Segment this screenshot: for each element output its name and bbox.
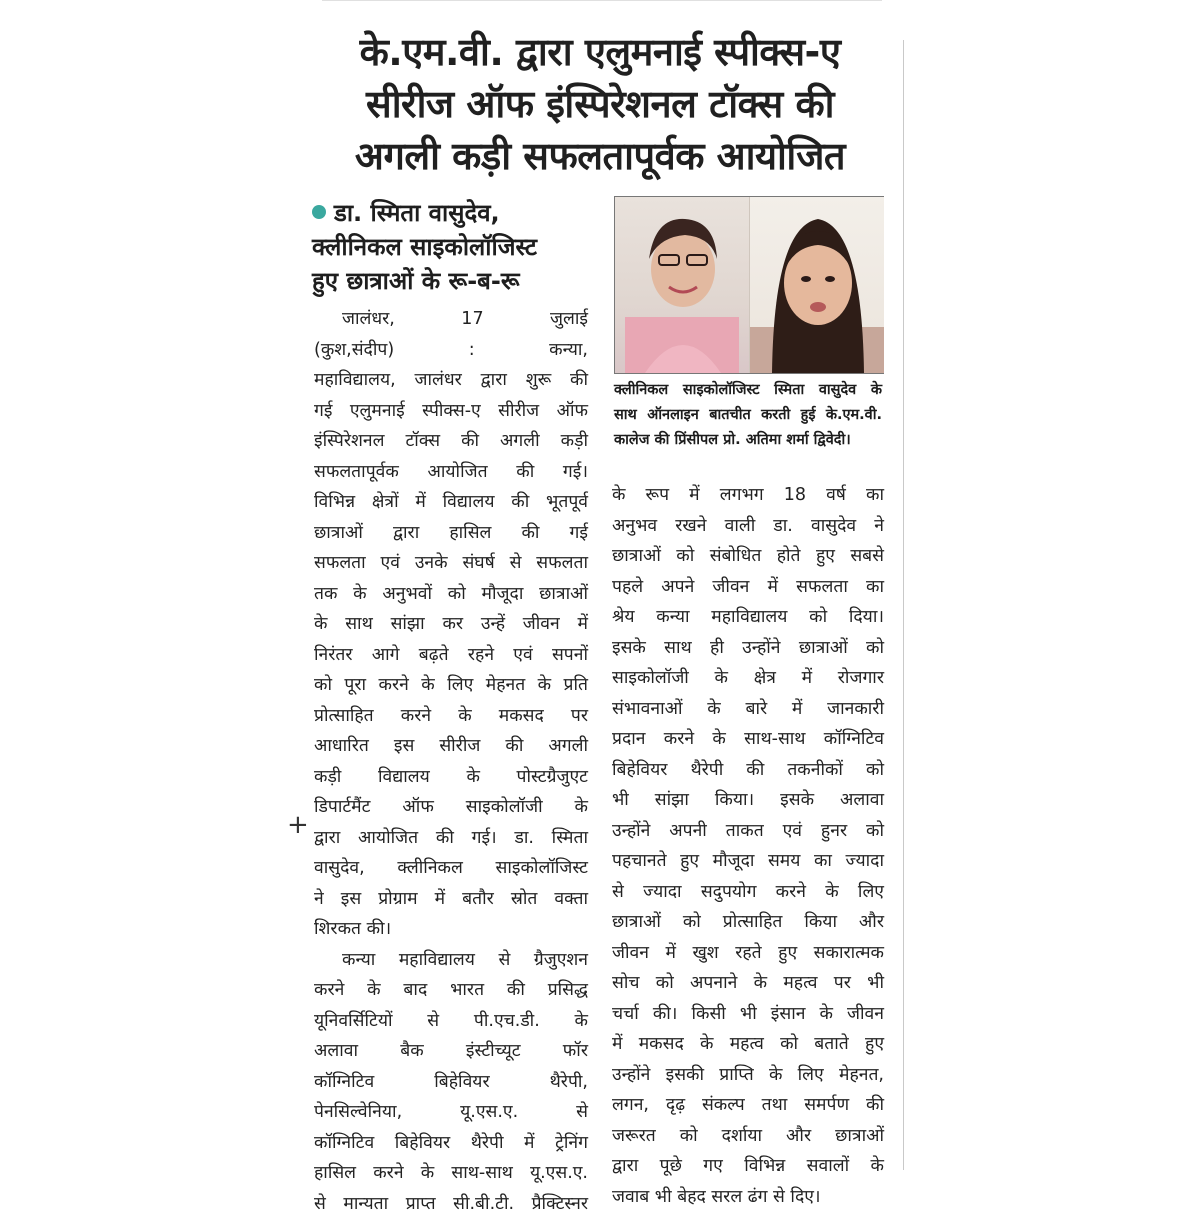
text-line: के रूप में लगभग 18 वर्ष का <box>612 480 884 511</box>
text-line: अलावा बैक इंस्टीच्यूट फॉर <box>314 1036 588 1067</box>
text-line: लगन, दृढ़ संकल्प तथा समर्पण की <box>612 1090 884 1121</box>
text-line: संभावनाओं के बारे में जानकारी <box>612 694 884 725</box>
left-column <box>314 304 588 1219</box>
text-line: कड़ी विद्यालय के पोस्टग्रैजुएट <box>314 762 588 793</box>
subheadline-line: क्लीनिकल साइकोलॉजिस्ट <box>312 230 602 264</box>
text-line: इंस्पिरेशनल टॉक्स की अगली कड़ी <box>314 426 588 457</box>
text-line: चर्चा की। किसी भी इंसान के जीवन <box>612 999 884 1030</box>
caption-line: क्लीनिकल साइकोलॉजिस्ट स्मिता वासुदेव के <box>614 378 882 403</box>
text-line: जवाब भी बेहद सरल ढंग से दिए। <box>612 1182 884 1213</box>
headline <box>300 26 900 182</box>
text-line: कॉग्निटिव बिहेवियर थैरेपी में ट्रेनिंग <box>314 1128 588 1159</box>
text-line: साइकोलॉजी के क्षेत्र में रोजगार <box>612 663 884 694</box>
text-line: छात्राओं को प्रोत्साहित किया और <box>612 907 884 938</box>
headline-line: सीरीज ऑफ इंस्पिरेशनल टॉक्स की <box>300 78 900 130</box>
headline-line: के.एम.वी. द्वारा एलुमनाई स्पीक्स-ए <box>300 26 900 78</box>
text-line: भी सांझा किया। इसके अलावा <box>612 785 884 816</box>
right-column <box>612 480 884 1212</box>
text-line: शिरकत की। <box>314 914 588 945</box>
text-line: करने के बाद भारत की प्रसिद्ध <box>314 975 588 1006</box>
text-line: जरूरत को दर्शाया और छात्राओं <box>612 1121 884 1152</box>
caption-line: साथ ऑनलाइन बातचीत करती हुई के.एम.वी. <box>614 403 882 428</box>
text-line: निरंतर आगे बढ़ते रहने एवं सपनों <box>314 640 588 671</box>
photo-principal <box>615 197 749 373</box>
text-line: (कुश,संदीप) : कन्या, <box>314 335 588 366</box>
margin-marker: + <box>287 812 309 838</box>
text-line: द्वारा पूछे गए विभिन्न सवालों के <box>612 1151 884 1182</box>
column-divider <box>903 40 904 1170</box>
text-line: सफलता एवं उनके संघर्ष से सफलता <box>314 548 588 579</box>
photo-psychologist <box>749 197 884 373</box>
subheadline-line: डा. स्मिता वासुदेव, <box>334 199 500 227</box>
text-line: प्रोत्साहित करने के मकसद पर <box>314 701 588 732</box>
photo-caption <box>614 378 882 453</box>
text-line: छात्राओं को संबोधित होते हुए सबसे <box>612 541 884 572</box>
text-line: विभिन्न क्षेत्रों में विद्यालय की भूतपूर्व <box>314 487 588 518</box>
text-line: ने इस प्रोग्राम में बतौर स्रोत वक्ता <box>314 884 588 915</box>
text-line: उन्होंने इसकी प्राप्ति के लिए मेहनत, <box>612 1060 884 1091</box>
text-line: बिहेवियर थैरेपी की तकनीकों को <box>612 755 884 786</box>
text-line: उन्होंने अपनी ताकत एवं हुनर को <box>612 816 884 847</box>
text-line: कन्या महाविद्यालय से ग्रैजुएशन <box>314 945 588 976</box>
text-line: पहचानते हुए मौजूदा समय का ज्यादा <box>612 846 884 877</box>
text-line: में मकसद के महत्व को बताते हुए <box>612 1029 884 1060</box>
text-line: द्वारा आयोजित की गई। डा. स्मिता <box>314 823 588 854</box>
top-border <box>322 0 882 1</box>
text-line: महाविद्यालय, जालंधर द्वारा शुरू की <box>314 365 588 396</box>
text-line: छात्राओं द्वारा हासिल की गई <box>314 518 588 549</box>
text-line: हासिल करने के साथ-साथ यू.एस.ए. <box>314 1158 588 1189</box>
text-line: आधारित इस सीरीज की अगली <box>314 731 588 762</box>
text-line: के साथ सांझा कर उन्हें जीवन में <box>314 609 588 640</box>
text-line: से मान्यता प्राप्त सी.बी.टी. प्रैक्टिस्नर <box>314 1189 588 1219</box>
article-photo <box>614 196 884 374</box>
text-line: यूनिवर्सिटियों से पी.एच.डी. के <box>314 1006 588 1037</box>
text-line: पहले अपने जीवन में सफलता का <box>612 572 884 603</box>
text-line: इसके साथ ही उन्होंने छात्राओं को <box>612 633 884 664</box>
text-line: प्रदान करने के साथ-साथ कॉग्निटिव <box>612 724 884 755</box>
text-line: वासुदेव, क्लीनिकल साइकोलॉजिस्ट <box>314 853 588 884</box>
caption-line: कालेज की प्रिंसीपल प्रो. अतिमा शर्मा द्विवेदी। <box>614 428 882 453</box>
text-line: जालंधर, 17 जुलाई <box>314 304 588 335</box>
text-line: अनुभव रखने वाली डा. वासुदेव ने <box>612 511 884 542</box>
text-line: गई एलुमनाई स्पीक्स-ए सीरीज ऑफ <box>314 396 588 427</box>
text-line: से ज्यादा सदुपयोग करने के लिए <box>612 877 884 908</box>
bullet-dot-icon <box>312 205 326 219</box>
text-line: कॉग्निटिव बिहेवियर थैरेपी, <box>314 1067 588 1098</box>
text-line: जीवन में खुश रहते हुए सकारात्मक <box>612 938 884 969</box>
text-line: को पूरा करने के लिए मेहनत के प्रति <box>314 670 588 701</box>
text-line: डिपार्टमैंट ऑफ साइकोलॉजी के <box>314 792 588 823</box>
text-line: श्रेय कन्या महाविद्यालय को दिया। <box>612 602 884 633</box>
text-line: सफलतापूर्वक आयोजित की गई। <box>314 457 588 488</box>
text-line: पेनसिल्वेनिया, यू.एस.ए. से <box>314 1097 588 1128</box>
text-line: तक के अनुभवों को मौजूदा छात्राओं <box>314 579 588 610</box>
subheadline-line: हुए छात्राओं के रू-ब-रू <box>312 264 602 298</box>
headline-line: अगली कड़ी सफलतापूर्वक आयोजित <box>300 130 900 182</box>
subheadline <box>312 196 602 298</box>
text-line: सोच को अपनाने के महत्व पर भी <box>612 968 884 999</box>
